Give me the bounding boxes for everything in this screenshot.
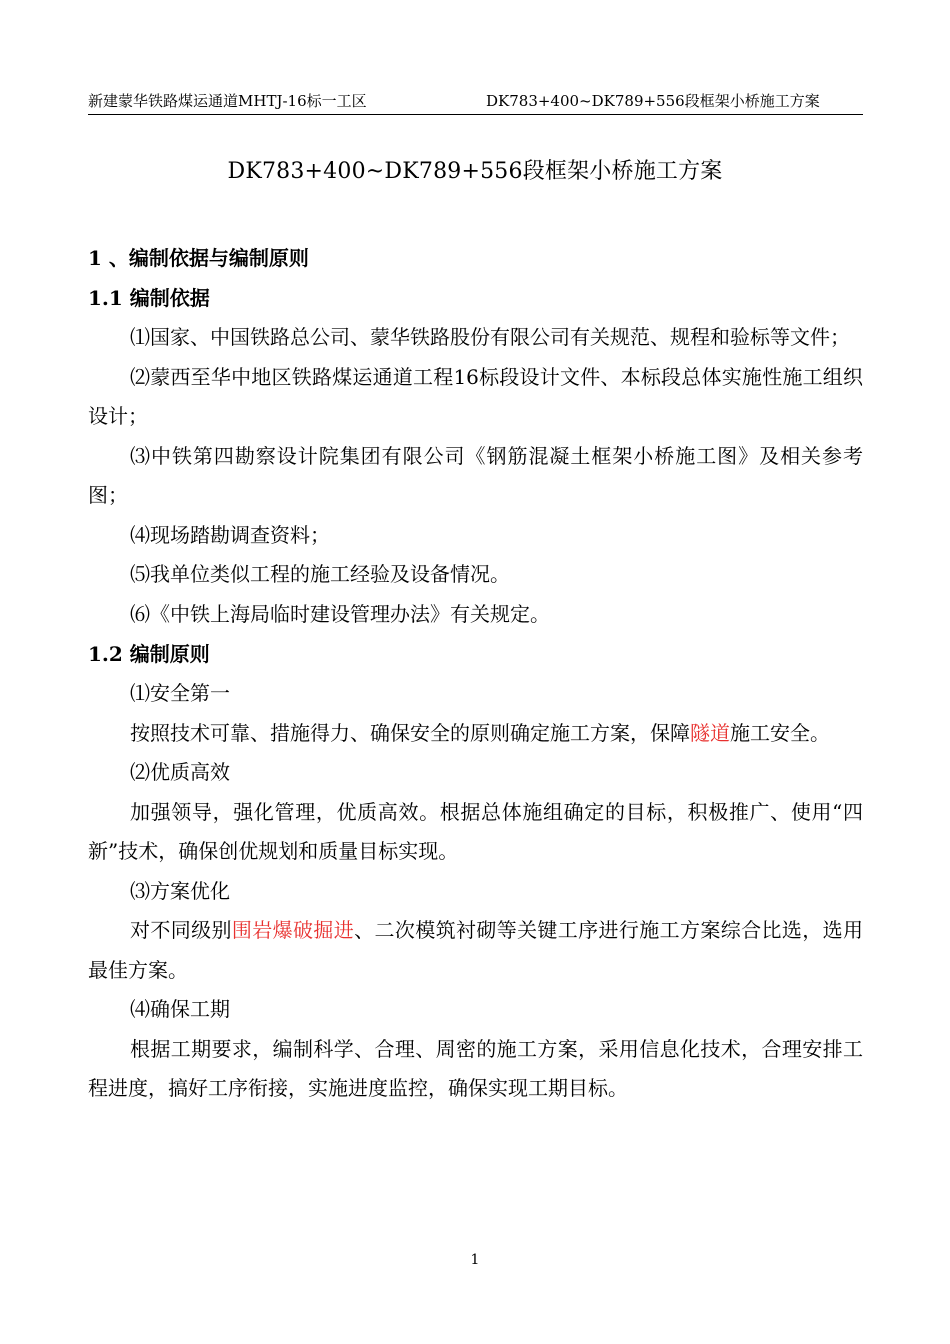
principle-1-text-b: 施工安全。 [730,720,830,745]
header-project-name: 新建蒙华铁路煤运通道MHTJ-16标一工区 [88,92,367,110]
section-heading-1-1: 1.1 编制依据 [88,286,210,310]
basis-item-2: ⑵蒙西至华中地区铁路煤运通道工程16标段设计文件、本标段总体实施性施工组织设计； [88,364,863,428]
principle-2-body: 加强领导，强化管理，优质高效。根据总体施组确定的目标，积极推广、使用“四新”技术，确保创优规划和质量目标实现。 [88,799,863,863]
basis-item-6: ⑹《中铁上海局临时建设管理办法》有关规定。 [130,601,550,626]
principle-4-title: ⑷确保工期 [130,997,230,1021]
section-heading-1: 1 、编制依据与编制原则 [88,246,309,270]
principle-1-highlight: 隧道 [690,720,730,745]
header-document-name: DK783+400~DK789+556段框架小桥施工方案 [486,92,820,110]
principle-1-body [88,714,863,754]
principle-1-title: ⑴安全第一 [130,681,230,705]
basis-item-1: ⑴国家、中国铁路总公司、蒙华铁路股份有限公司有关规范、规程和验标等文件； [130,325,850,349]
basis-item-5: ⑸我单位类似工程的施工经验及设备情况。 [130,562,510,586]
principle-3-highlight: 围岩爆破掘进 [231,918,355,942]
document-body [88,238,863,1109]
page-header [88,88,863,115]
principle-1-text-a: 按照技术可靠、措施得力、确保安全的原则确定施工方案，保障 [130,720,690,745]
principle-3-title: ⑶方案优化 [130,878,230,903]
page-number: 1 [470,1252,480,1268]
principle-2-title: ⑵优质高效 [130,760,230,784]
principle-3-text-a: 对不同级别 [130,918,232,942]
section-heading-1-2: 1.2 编制原则 [88,642,210,666]
principle-3-body [88,911,863,990]
principle-3-text-b: 、二次模筑衬砌等关键工序进行施工方案综合比选，选用最佳方案。 [88,918,864,982]
principle-4-body: 根据工期要求，编制科学、合理、周密的施工方案，采用信息化技术，合理安排工程进度，搞好工序衔接，实施进度监控，确保实现工期目标。 [88,1036,863,1100]
basis-item-3: ⑶中铁第四勘察设计院集团有限公司《钢筋混凝土框架小桥施工图》及相关参考图； [88,443,863,507]
basis-item-4: ⑷现场踏勘调查资料； [130,522,330,547]
document-title: DK783+400~DK789+556段框架小桥施工方案 [227,159,723,184]
